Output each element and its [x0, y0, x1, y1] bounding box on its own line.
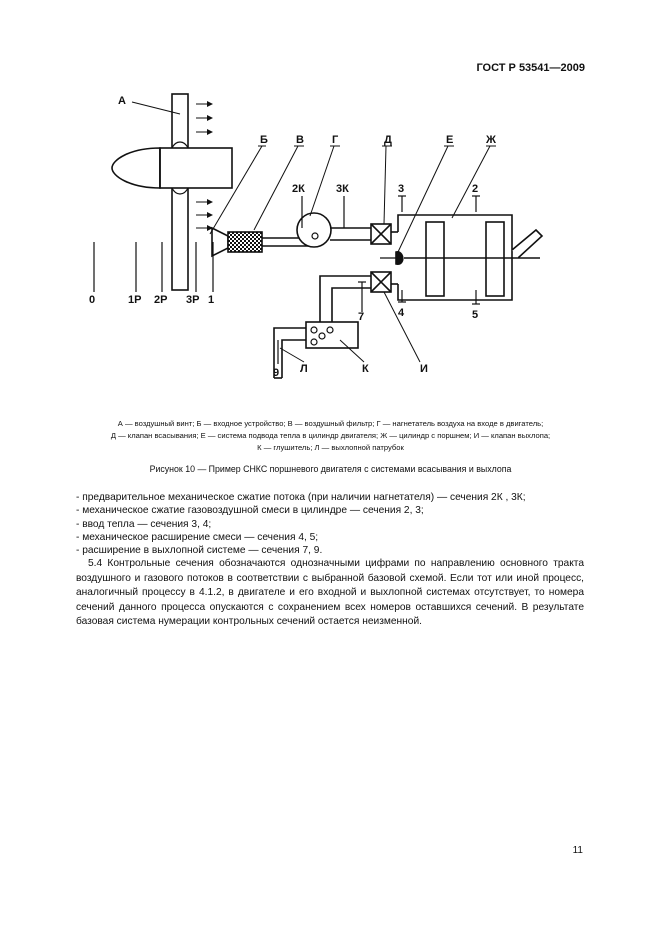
label-1p: 1Р: [128, 294, 142, 306]
label-5: 5: [472, 309, 479, 321]
document-header: ГОСТ Р 53541—2009: [476, 62, 585, 74]
list-item: - механическое расширение смеси — сечения 4, 5;: [76, 531, 319, 543]
label-a: А: [118, 95, 126, 107]
label-4: 4: [398, 307, 405, 319]
label-l: Л: [300, 363, 308, 375]
heat-supply: [380, 252, 403, 264]
figure-caption: Рисунок 10 — Пример СНКС поршневого двигателя с системами всасывания и выхлопа: [149, 464, 512, 474]
exhaust-valve: [371, 272, 391, 292]
label-3: 3: [398, 183, 405, 195]
page-number: 11: [572, 845, 583, 856]
air-filter: [228, 232, 262, 252]
label-zh: Ж: [486, 134, 496, 146]
intake-valve: [371, 224, 391, 244]
list-item: - механическое сжатие газовоздушной смеси в цилиндре — сечения 2, 3;: [76, 505, 424, 517]
figure-legend: [20, 418, 641, 454]
muffler: [306, 322, 358, 348]
legend-line: К — глушитель; Л — выхлопной патрубок: [257, 443, 404, 452]
section-5-4-paragraph: 5.4 Контрольные сечения обозначаются однозначными цифрами по направлению основного тракта воздушного и газового потоков в соответствии с выбранной базовой схемой. Если тот или иной процесс, аналогичный процессу в 4.1.2, в двигателе и его входной и выхлопной системах отсутствует, то номера сечений данного процесса опускаются с сохранением всех номеров оставшихся сечений. В результате базовая система нумерации контрольных сечений остается неизменной.: [76, 558, 584, 628]
label-7: 7: [358, 311, 365, 323]
legend-line: Д — клапан всасывания; Е — система подвода тепла в цилиндр двигателя; Ж — цилиндр с поршнем; И — клапан выхлопа;: [110, 431, 551, 440]
label-i: И: [420, 363, 428, 375]
label-2p: 2Р: [154, 294, 168, 306]
label-k: К: [362, 363, 369, 375]
list-item: - расширение в выхлопной системе — сечения 7, 9.: [76, 545, 323, 557]
label-e: Е: [446, 134, 454, 146]
list-item: - предварительное механическое сжатие потока (при наличии нагнетателя) — сечения 2К , 3К;: [76, 492, 526, 503]
label-v: В: [296, 134, 304, 146]
label-3k: 3К: [336, 183, 349, 195]
label-d: Д: [384, 134, 392, 146]
list-item: - ввод тепла — сечения 3, 4;: [76, 518, 212, 530]
label-9: 9: [273, 367, 280, 379]
label-0: 0: [89, 294, 96, 306]
label-b: Б: [260, 134, 268, 146]
propeller: [112, 94, 232, 290]
inlet-device: [212, 228, 228, 256]
engine-scheme-figure: [0, 0, 661, 400]
label-2k: 2К: [292, 183, 305, 195]
label-1: 1: [208, 294, 215, 306]
legend-line: А — воздушный винт; Б — входное устройство; В — воздушный фильтр; Г — нагнетатель воздуха на входе в двигатель;: [117, 419, 544, 428]
label-3p: 3Р: [186, 294, 200, 306]
cylinder: [391, 215, 542, 300]
label-2: 2: [472, 183, 479, 195]
label-g: Г: [332, 134, 339, 146]
process-list: [76, 491, 526, 557]
